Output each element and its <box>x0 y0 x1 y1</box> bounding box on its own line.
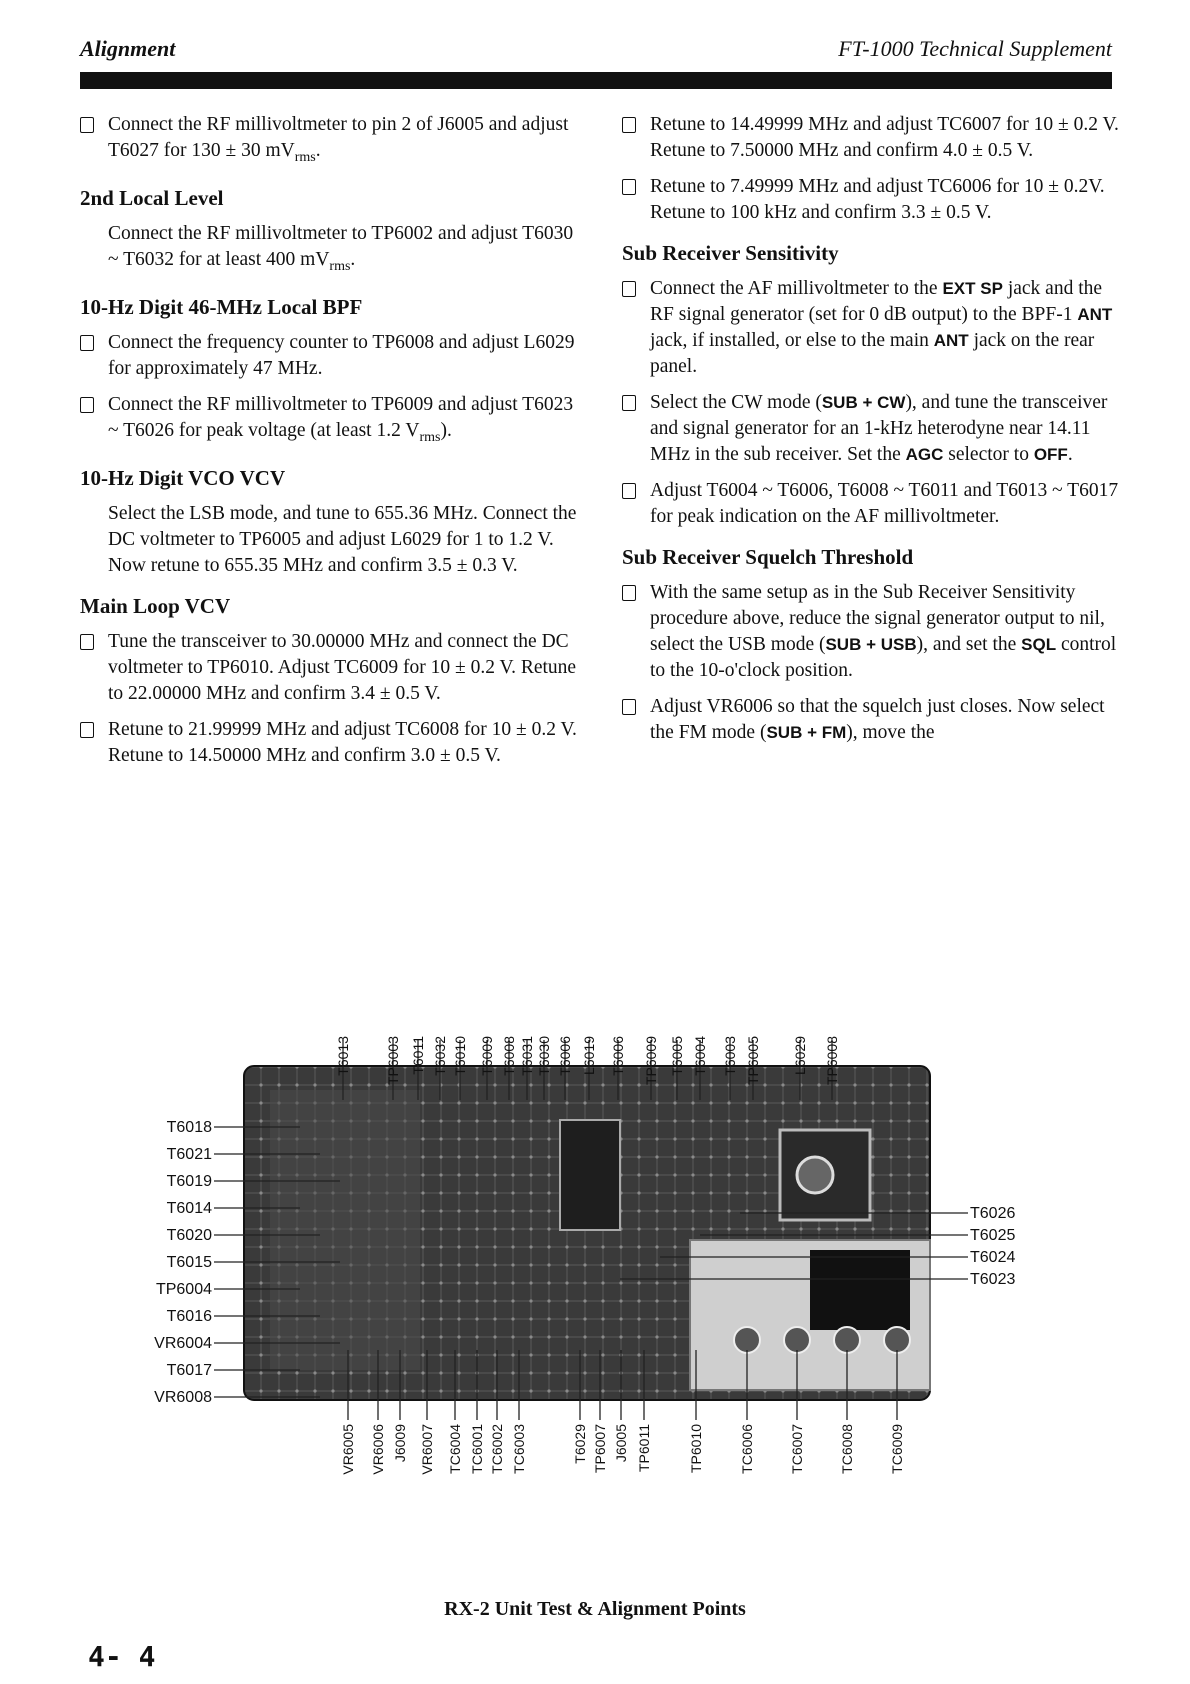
label-left-t6021: T6021 <box>166 1146 212 1163</box>
right-column <box>622 112 1127 756</box>
checkbox-icon <box>80 330 108 382</box>
label-right-t6023: T6023 <box>970 1271 1016 1288</box>
checkbox-icon <box>622 478 650 530</box>
label-top-t6030: T6030 <box>536 1036 552 1076</box>
label-bottom-tc6001: TC6001 <box>469 1424 485 1474</box>
checklist-item: Select the CW mode (SUB + CW), and tune the transceiver and signal generator for an 1-kHz heterodyne near 14.11 MHz in the sub receiver. Set the AGC selector to OFF. <box>622 390 1127 468</box>
label-left-t6015: T6015 <box>166 1254 212 1271</box>
label-top-t6008: T6008 <box>501 1036 517 1076</box>
label-top-t6006: T6006 <box>610 1036 626 1076</box>
checkbox-icon <box>622 276 650 380</box>
label-left-tp6004: TP6004 <box>155 1281 212 1298</box>
checklist-item: Adjust T6004 ~ T6006, T6008 ~ T6011 and T6013 ~ T6017 for peak indication on the AF millivoltmeter. <box>622 478 1127 530</box>
label-left-t6020: T6020 <box>166 1227 212 1244</box>
label-top-t6003: T6003 <box>722 1036 738 1076</box>
label-top-t6009: T6009 <box>479 1036 495 1076</box>
label-bottom-vr6006: VR6006 <box>370 1424 386 1475</box>
pcb-diagram <box>0 950 1190 1590</box>
label-bottom-tc6002: TC6002 <box>489 1424 505 1474</box>
heading-sub-sensitivity: Sub Receiver Sensitivity <box>622 241 839 265</box>
pcb-toroid <box>797 1157 833 1193</box>
checklist-item: With the same setup as in the Sub Receiver Sensitivity procedure above, reduce the signal generator output to nil, select the USB mode (SUB + USB), and set the SQL control to the 10-o'clock position. <box>622 580 1127 684</box>
label-top-tp6005: TP6005 <box>745 1036 761 1086</box>
label-bottom-vr6005: VR6005 <box>340 1424 356 1475</box>
checkbox-icon <box>80 717 108 769</box>
label-top-t6010: T6010 <box>452 1036 468 1076</box>
label-top-t6013: T6013 <box>335 1036 351 1076</box>
label-top-l6019: L6019 <box>581 1036 597 1075</box>
checklist-item: Connect the AF millivoltmeter to the EXT SP jack and the RF signal generator (set for 0 dB output) to the BPF-1 ANT jack, if installed, or else to the main ANT jack on the rear panel. <box>622 276 1127 380</box>
label-bottom-tc6004: TC6004 <box>447 1424 463 1474</box>
pcb-component-block <box>560 1120 620 1230</box>
label-top-tp6009: TP6009 <box>643 1036 659 1086</box>
checkbox-icon <box>80 112 108 171</box>
label-bottom-tc6007: TC6007 <box>789 1424 805 1474</box>
trimmer-tc6008 <box>834 1327 860 1353</box>
label-left-t6016: T6016 <box>166 1308 212 1325</box>
label-bottom-tc6006: TC6006 <box>739 1424 755 1474</box>
label-left-vr6008: VR6008 <box>154 1389 212 1406</box>
checkbox-icon <box>80 629 108 707</box>
document-title: FT-1000 Technical Supplement <box>838 36 1112 61</box>
label-top-t6004: T6004 <box>692 1036 708 1076</box>
trimmer-tc6006 <box>734 1327 760 1353</box>
checkbox-icon <box>622 580 650 684</box>
checklist-item: Retune to 7.49999 MHz and adjust TC6006 for 10 ± 0.2V. Retune to 100 kHz and confirm 3.3 ± 0.5 V. <box>622 174 1127 226</box>
heading-main-loop: Main Loop VCV <box>80 593 231 618</box>
page-number: 4- 4 <box>88 1640 156 1673</box>
checklist-item: Connect the RF millivoltmeter to TP6009 and adjust T6023 ~ T6026 for peak voltage (at least 1.2 $V_{rms}$). <box>80 392 585 451</box>
label-bottom-tc6009: TC6009 <box>889 1424 905 1474</box>
label-bottom-tp6011: TP6011 <box>636 1424 652 1472</box>
pcb-shield-window <box>810 1250 910 1330</box>
label-left-vr6004: VR6004 <box>154 1335 212 1352</box>
trimmer-tc6007 <box>784 1327 810 1353</box>
checkbox-icon <box>622 694 650 746</box>
checklist-item: Connect the RF millivoltmeter to pin 2 of J6005 and adjust T6027 for 130 ± 30 $mV_{rms}$. <box>80 112 585 171</box>
label-top-t6031: T6031 <box>519 1036 535 1076</box>
label-top-l6029: L6029 <box>792 1036 808 1075</box>
pcb-shield-left <box>270 1090 420 1370</box>
label-top-tp6008: TP6008 <box>824 1036 840 1086</box>
checklist-item: Connect the frequency counter to TP6008 and adjust L6029 for approximately 47 MHz. <box>80 330 585 382</box>
label-bottom-j6005: J6005 <box>613 1424 629 1463</box>
section-title: Alignment <box>80 36 176 61</box>
checkbox-icon <box>622 112 650 164</box>
checklist-item: Retune to 21.99999 MHz and adjust TC6008 for 10 ± 0.2 V. Retune to 14.50000 MHz and confirm 3.0 ± 0.5 V. <box>80 717 585 769</box>
label-top-t6011: T6011 <box>410 1036 426 1075</box>
checklist-item: Tune the transceiver to 30.00000 MHz and connect the DC voltmeter to TP6010. Adjust TC6009 for 10 ± 0.2 V. Retune to 22.00000 MHz and confirm 3.4 ± 0.5 V. <box>80 629 585 707</box>
left-column <box>80 112 585 779</box>
paragraph-2nd-local-level: Connect the RF millivoltmeter to TP6002 and adjust T6030 ~ T6032 for at least 400 $mV_{rms}$. <box>108 222 574 274</box>
label-right-t6025: T6025 <box>970 1227 1016 1244</box>
checklist-item: Retune to 14.49999 MHz and adjust TC6007 for 10 ± 0.2 V. Retune to 7.50000 MHz and confirm 4.0 ± 0.5 V. <box>622 112 1127 164</box>
label-top-t6032: T6032 <box>432 1036 448 1076</box>
label-right-t6026: T6026 <box>970 1205 1016 1222</box>
label-left-t6014: T6014 <box>166 1200 212 1217</box>
label-top-t6006: T6006 <box>557 1036 573 1076</box>
label-right-t6024: T6024 <box>970 1249 1016 1266</box>
checkbox-icon <box>80 392 108 451</box>
label-left-t6018: T6018 <box>166 1119 212 1136</box>
label-top-tp6003: TP6003 <box>385 1036 401 1086</box>
label-bottom-tp6007: TP6007 <box>592 1424 608 1474</box>
label-bottom-t6029: T6029 <box>572 1424 588 1464</box>
checkbox-icon <box>622 174 650 226</box>
label-bottom-tp6010: TP6010 <box>688 1424 704 1474</box>
checkbox-icon <box>622 390 650 468</box>
label-left-t6017: T6017 <box>166 1362 212 1379</box>
label-bottom-j6009: J6009 <box>392 1424 408 1463</box>
label-bottom-tc6008: TC6008 <box>839 1424 855 1474</box>
paragraph-vco-vcv: Select the LSB mode, and tune to 655.36 MHz. Connect the DC voltmeter to TP6005 and adjust L6029 for 1 to 1.2 V. Now retune to 655.35 MHz and confirm 3.5 ± 0.3 V. <box>108 502 577 576</box>
figure-caption: RX-2 Unit Test & Alignment Points <box>444 1598 746 1620</box>
label-top-t6005: T6005 <box>669 1036 685 1076</box>
heading-sub-squelch: Sub Receiver Squelch Threshold <box>622 545 914 569</box>
checklist-item: Adjust VR6006 so that the squelch just closes. Now select the FM mode (SUB + FM), move the <box>622 694 1127 746</box>
heading-local-bpf: 10-Hz Digit 46-MHz Local BPF <box>80 294 363 319</box>
board-figure <box>0 950 1190 1590</box>
label-bottom-tc6003: TC6003 <box>511 1424 527 1474</box>
trimmer-tc6009 <box>884 1327 910 1353</box>
label-left-t6019: T6019 <box>166 1173 212 1190</box>
header-rule <box>80 72 1112 89</box>
heading-2nd-local-level: 2nd Local Level <box>80 185 224 210</box>
label-bottom-vr6007: VR6007 <box>419 1424 435 1475</box>
heading-vco-vcv: 10-Hz Digit VCO VCV <box>80 465 286 490</box>
